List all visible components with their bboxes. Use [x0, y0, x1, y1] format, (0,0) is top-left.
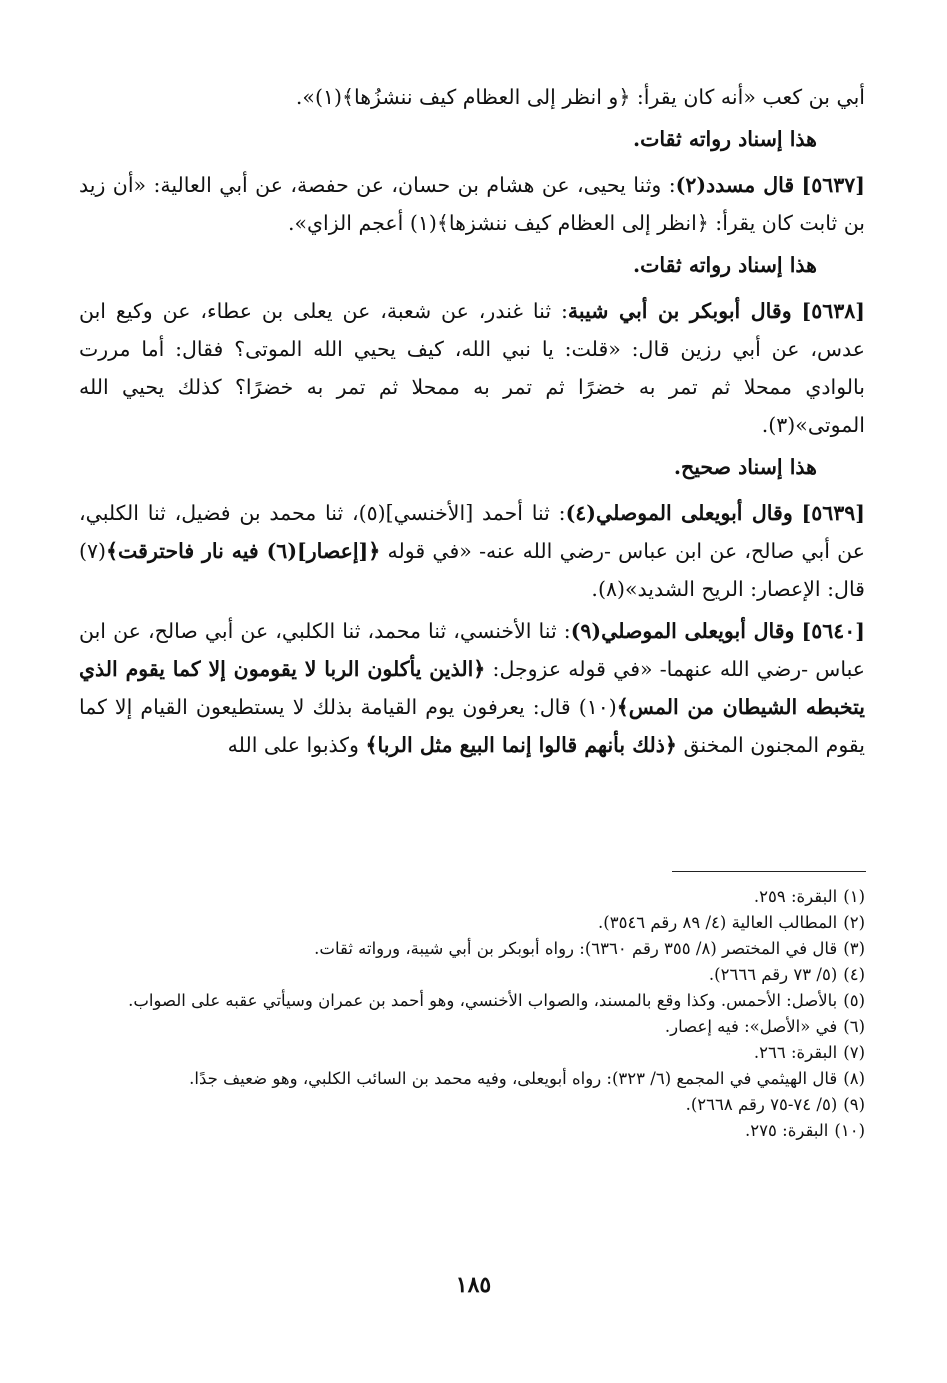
footnote-text: البقرة: ٢٦٦. [753, 1043, 838, 1062]
hadith-5637 [79, 166, 865, 242]
footnote [79, 1118, 865, 1144]
footnotes [79, 884, 865, 1144]
hadith-text: (١٠) قال: يعرفون يوم القيامة بذلك لا يستطيعون القيام إلا كما يقوم المجنون المخنق [79, 695, 865, 757]
hadith-number: [٥٦٣٩] [801, 501, 865, 525]
footnote-text: في «الأصل»: فيه إعصار. [664, 1017, 838, 1036]
isnad-verdict: هذا إسناد صحيح. [673, 455, 817, 479]
quran-quote: ﴿الذين يأكلون الربا لا يقومون إلا كما يقوم الذي يتخبطه الشيطان من المس﴾ [79, 657, 866, 719]
footnote-text: (٥/ ٧٤-٧٥ رقم ٢٦٦٨). [685, 1095, 838, 1114]
footnote [79, 884, 865, 910]
footnote-number: (٥) [843, 991, 865, 1010]
footnote-text: البقرة: ٢٥٩. [753, 887, 838, 906]
hadith-text: : ثنا أحمد [الأخنسي](٥)، ثنا محمد بن فضيل، ثنا الكلبي، عن أبي صالح، عن ابن عباس -رضي الله عنه- «في قوله [79, 501, 865, 563]
footnote-number: (٤) [843, 965, 865, 984]
footnote [79, 910, 865, 936]
footnote [79, 1040, 865, 1066]
footnote-number: (٩) [843, 1095, 865, 1114]
footnote-number: (٢) [843, 913, 865, 932]
paragraph-text: أبي بن كعب «أنه كان يقرأ: ﴿و انظر إلى العظام كيف ننشزُها﴾(١)». [295, 85, 865, 109]
footnote-text: البقرة: ٢٧٥. [745, 1121, 829, 1140]
hadith-text: (٧) قال: الإعصار: الريح الشديد»(٨). [79, 539, 865, 601]
footnote-number: (٦) [843, 1017, 865, 1036]
footnote-text: قال في المختصر (٨/ ٣٥٥ رقم ٦٣٦٠): رواه أبوبكر بن أبي شيبة، ورواته ثقات. [314, 939, 838, 958]
narrator: قال مسدد(٢) [675, 173, 795, 197]
isnad-verdict: هذا إسناد رواته ثقات. [632, 127, 817, 151]
footnote-text: قال الهيثمي في المجمع (٦/ ٣٢٣): رواه أبويعلى، وفيه محمد بن السائب الكلبي، وهو ضعيف جدًا. [189, 1069, 838, 1088]
hadith-text: : وثنا يحيى، عن هشام بن حسان، عن حفصة، عن أبي العالية: «أن زيد بن ثابت كان يقرأ: ﴿انظر إلى العظام كيف ننشزها﴾(١) أعجم الزاي». [79, 173, 865, 235]
footnote [79, 988, 865, 1014]
hadith-5639 [79, 494, 865, 608]
footnote-number: (١) [843, 887, 865, 906]
quran-quote: ﴿ذلك بأنهم قالوا إنما البيع مثل الربا﴾ [365, 733, 677, 757]
hadith-5640 [79, 612, 865, 764]
footnote [79, 1014, 865, 1040]
footnote [79, 936, 865, 962]
footnote [79, 1066, 865, 1092]
hadith-text: : ثنا الأخنسي، ثنا محمد، ثنا الكلبي، عن أبي صالح، عن ابن عباس -رضي الله عنهما- «في قوله عزوجل: [79, 619, 865, 681]
footnote-text: (٥/ ٧٣ رقم ٢٦٦٦). [708, 965, 838, 984]
footnote-number: (٣) [843, 939, 865, 958]
narrator: وقال أبويعلى الموصلي(٩) [570, 619, 795, 643]
hadith-text: وكذبوا على الله [227, 733, 366, 757]
footnote-separator [672, 871, 866, 872]
footnote-number: (١٠) [834, 1121, 865, 1140]
footnote [79, 1092, 865, 1118]
hadith-number: [٥٦٤٠] [801, 619, 865, 643]
footnote-number: (٧) [843, 1043, 865, 1062]
footnote-number: (٨) [843, 1069, 865, 1088]
main-text [79, 78, 865, 768]
paragraph-continuation [79, 78, 865, 116]
footnote-text: بالأصل: الأحمس. وكذا وقع بالمسند، والصواب الأخنسي، وهو أحمد بن عمران وسيأتي عقبه على الصواب. [128, 991, 838, 1010]
hadith-text: : ثنا غندر، عن شعبة، عن يعلى بن عطاء، عن وكيع ابن عدس، عن أبي رزين قال: «قلت: يا نبي الله، كيف يحيي الله الموتى؟ فقال: أما مررت بالوادي ممحلا ثم تمر به خضرًا ثم تمر به ممحلا ثم تمر به خضرًا؟ كذلك يحيي الله الموتى»(٣). [79, 299, 865, 437]
page-number: ١٨٥ [455, 1272, 492, 1298]
footnote [79, 962, 865, 988]
hadith-number: [٥٦٣٧] [801, 173, 865, 197]
hadith-number: [٥٦٣٨] [801, 299, 865, 323]
narrator: وقال أبويعلى الموصلي(٤) [565, 501, 793, 525]
quran-quote: ﴿[إعصار](٦) فيه نار فاحترقت﴾ [106, 539, 381, 563]
narrator: وقال أبوبكر بن أبي شيبة [567, 299, 792, 323]
isnad-verdict: هذا إسناد رواته ثقات. [632, 253, 817, 277]
hadith-5638 [79, 292, 865, 444]
footnote-text: المطالب العالية (٤/ ٨٩ رقم ٣٥٤٦). [598, 913, 838, 932]
